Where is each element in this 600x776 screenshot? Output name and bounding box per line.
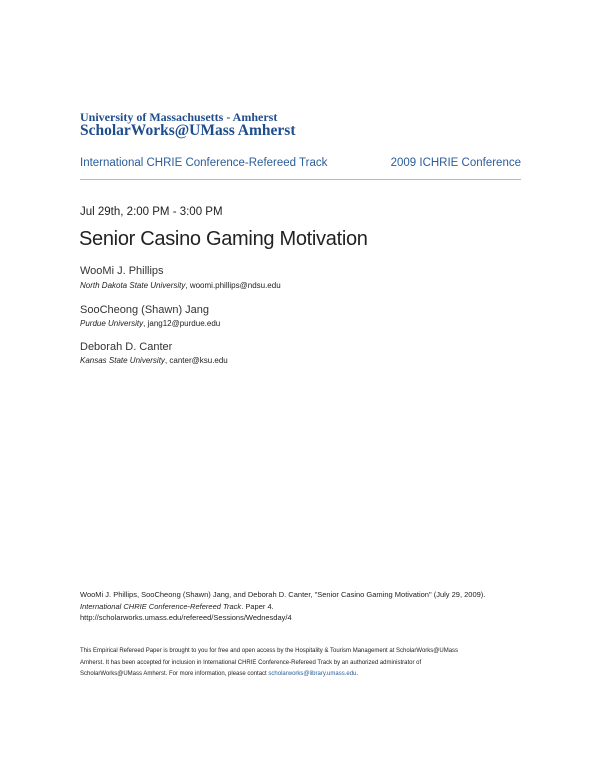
session-date: Jul 29th, 2:00 PM - 3:00 PM	[80, 206, 223, 218]
author-affiliation	[80, 356, 228, 365]
citation-paper-number: . Paper 4.	[241, 601, 274, 611]
conference-link[interactable]: 2009 ICHRIE Conference	[390, 157, 521, 169]
notice-contact-text: ScholarWorks@UMass Amherst. For more information, please contact	[80, 671, 269, 677]
header-divider	[80, 179, 521, 180]
author-name: Deborah D. Canter	[80, 341, 173, 353]
contact-email-link[interactable]: scholarworks@library.umass.edu	[268, 671, 357, 677]
affiliation-institution: Purdue University	[80, 319, 144, 328]
citation-track: International CHRIE Conference-Refereed Track	[80, 601, 242, 611]
affiliation-institution: North Dakota State University	[80, 281, 186, 290]
citation-authors-title: WooMi J. Phillips, SooCheong (Shawn) Jang, and Deborah D. Canter, "Senior Casino Gaming Motivation" (July 29, 2009).	[80, 590, 486, 599]
notice-line	[80, 669, 521, 681]
author-email: , canter@ksu.edu	[164, 356, 228, 365]
author-name: WooMi J. Phillips	[80, 265, 164, 277]
notice-line: Amherst. It has been accepted for inclusion in International CHRIE Conference-Refereed Track by an authorized administrator of	[80, 659, 422, 666]
author-email: , woomi.phillips@ndsu.edu	[185, 281, 281, 290]
author-affiliation	[80, 319, 220, 328]
access-notice	[80, 646, 521, 681]
affiliation-institution: Kansas State University	[80, 356, 165, 365]
collection-link[interactable]: International CHRIE Conference-Refereed Track	[80, 157, 328, 169]
citation-source	[80, 601, 521, 613]
university-name: University of Massachusetts - Amherst	[80, 110, 278, 124]
author-name: SooCheong (Shawn) Jang	[80, 304, 210, 316]
author-email: , jang12@purdue.edu	[143, 319, 221, 328]
citation-url[interactable]: http://scholarworks.umass.edu/refereed/Sessions/Wednesday/4	[80, 613, 292, 622]
notice-period: .	[356, 671, 359, 677]
repository-name[interactable]: ScholarWorks@UMass Amherst	[80, 122, 296, 139]
paper-title: Senior Casino Gaming Motivation	[79, 228, 368, 250]
author-affiliation	[80, 281, 281, 290]
citation-block	[80, 589, 521, 624]
notice-line: This Empirical Refereed Paper is brought to you for free and open access by the Hospitality & Tourism Management at ScholarWorks@UMass	[80, 648, 459, 654]
